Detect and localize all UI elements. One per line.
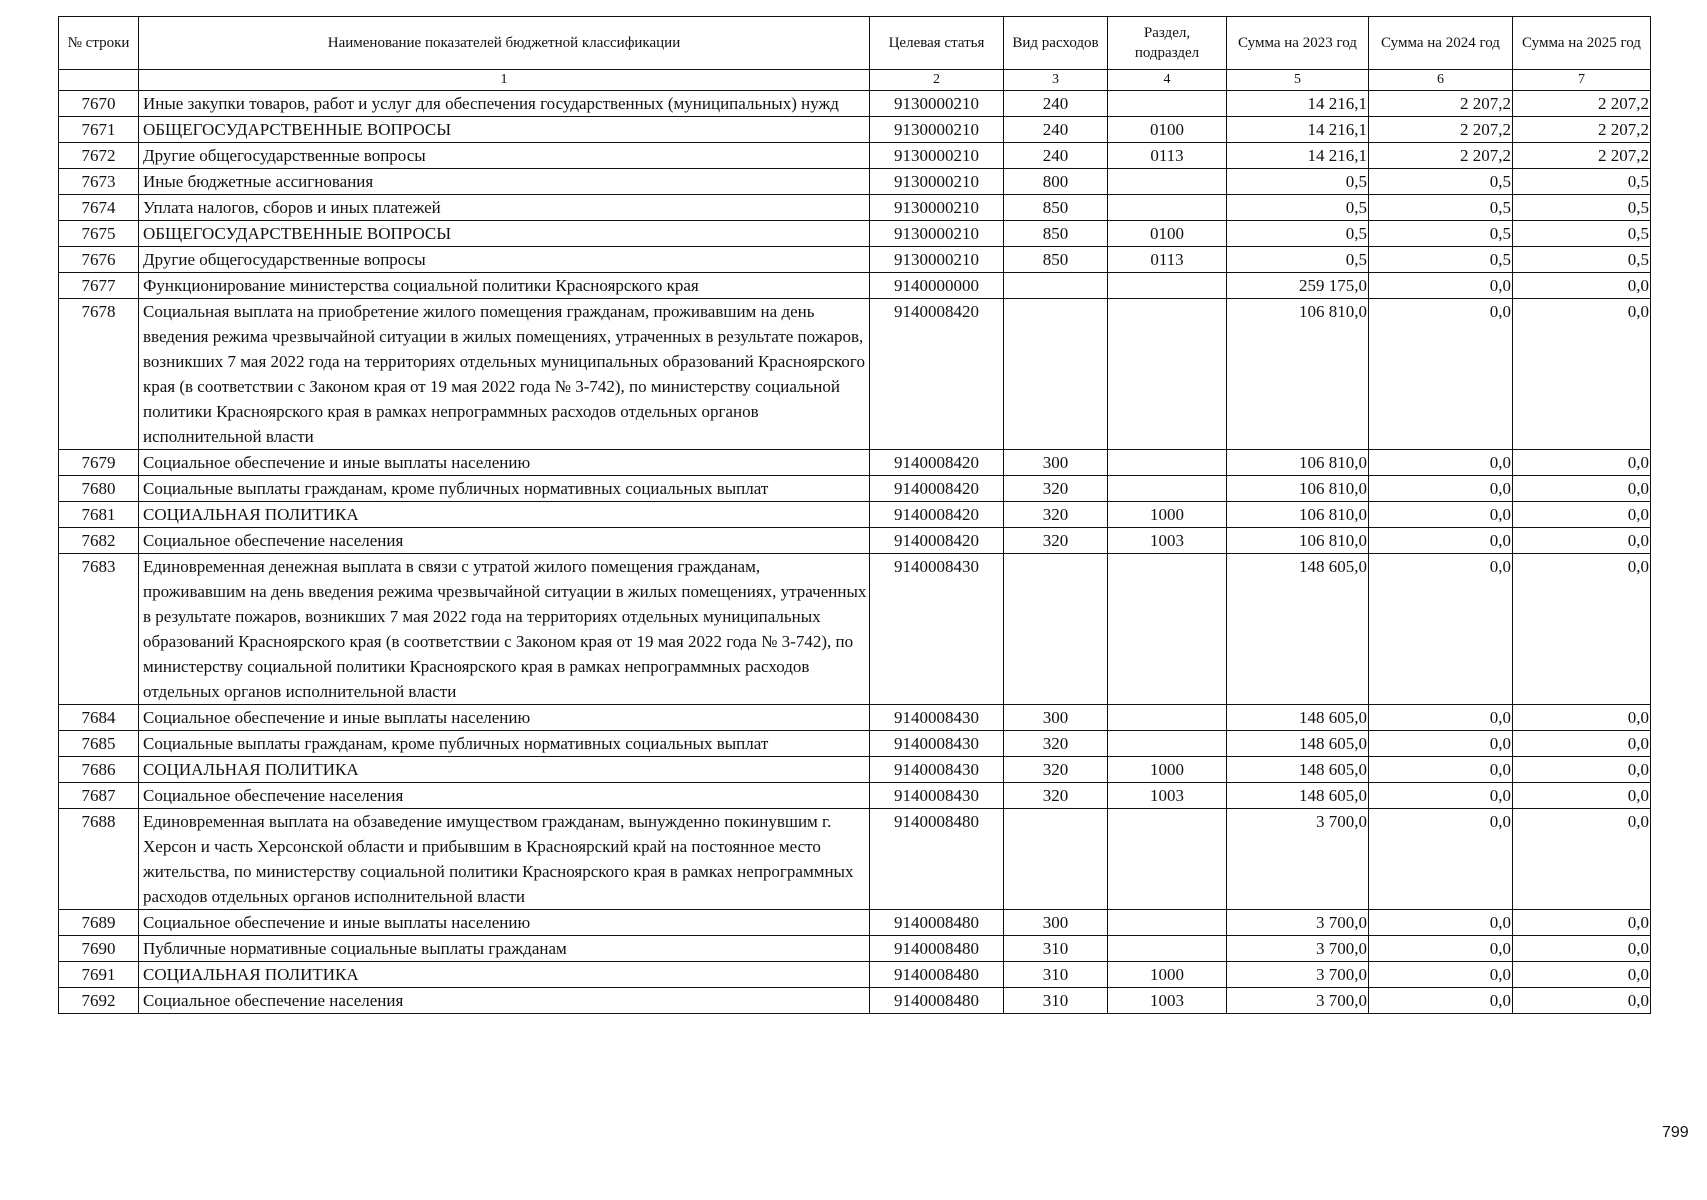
- row-target: 9140008420: [870, 528, 1004, 554]
- row-sum-2025: 0,5: [1513, 169, 1651, 195]
- row-sum-2024: 0,0: [1369, 731, 1513, 757]
- header-row-no: № строки: [59, 17, 139, 70]
- row-sum-2024: 0,0: [1369, 273, 1513, 299]
- row-name: Публичные нормативные социальные выплаты гражданам: [139, 936, 870, 962]
- row-expense-type: 310: [1004, 962, 1108, 988]
- column-number: 4: [1108, 70, 1227, 91]
- row-name: СОЦИАЛЬНАЯ ПОЛИТИКА: [139, 757, 870, 783]
- page-number: 799: [1662, 1124, 1689, 1141]
- row-number: 7670: [59, 91, 139, 117]
- row-sum-2025: 0,0: [1513, 962, 1651, 988]
- table-row: [59, 450, 1651, 476]
- table-row: [59, 731, 1651, 757]
- row-sum-2023: 0,5: [1227, 195, 1369, 221]
- header-name: Наименование показателей бюджетной классификации: [139, 17, 870, 70]
- row-expense-type: 310: [1004, 988, 1108, 1014]
- row-sum-2024: 0,0: [1369, 962, 1513, 988]
- row-name: Социальная выплата на приобретение жилого помещения гражданам, проживавшим на день введения режима чрезвычайной ситуации в жилых помещениях, утраченных в результате пожаров, возникших 7 мая 2022 года на территориях отдельных муниципальных образований Красноярского края (в соответствии с Законом края от 19 мая 2022 года № 3-742), по министерству социальной политики Красноярского края в рамках непрограммных расходов отдельных органов исполнительной власти: [139, 299, 870, 450]
- row-section: [1108, 554, 1227, 705]
- row-number: 7675: [59, 221, 139, 247]
- column-number-empty: [59, 70, 139, 91]
- row-name: Социальное обеспечение и иные выплаты населению: [139, 910, 870, 936]
- table-row: [59, 273, 1651, 299]
- table-row: [59, 962, 1651, 988]
- column-number: 5: [1227, 70, 1369, 91]
- row-section: [1108, 450, 1227, 476]
- row-section: 0100: [1108, 221, 1227, 247]
- row-sum-2025: 0,0: [1513, 936, 1651, 962]
- row-sum-2024: 0,0: [1369, 988, 1513, 1014]
- row-number: 7691: [59, 962, 139, 988]
- row-target: 9130000210: [870, 195, 1004, 221]
- row-target: 9140008430: [870, 783, 1004, 809]
- row-expense-type: [1004, 273, 1108, 299]
- row-sum-2023: 259 175,0: [1227, 273, 1369, 299]
- row-section: 0100: [1108, 117, 1227, 143]
- row-sum-2024: 0,5: [1369, 221, 1513, 247]
- row-sum-2024: 0,0: [1369, 476, 1513, 502]
- table-row: [59, 554, 1651, 705]
- header-sum-2023: Сумма на 2023 год: [1227, 17, 1369, 70]
- column-number: 2: [870, 70, 1004, 91]
- row-number: 7680: [59, 476, 139, 502]
- row-sum-2025: 0,5: [1513, 221, 1651, 247]
- row-sum-2025: 0,0: [1513, 554, 1651, 705]
- row-target: 9140008430: [870, 705, 1004, 731]
- row-sum-2025: 0,0: [1513, 757, 1651, 783]
- column-number: 6: [1369, 70, 1513, 91]
- column-number-row: [59, 70, 1651, 91]
- row-name: СОЦИАЛЬНАЯ ПОЛИТИКА: [139, 502, 870, 528]
- row-sum-2023: 3 700,0: [1227, 809, 1369, 910]
- row-expense-type: 240: [1004, 91, 1108, 117]
- table-row: [59, 910, 1651, 936]
- row-number: 7678: [59, 299, 139, 450]
- row-sum-2023: 3 700,0: [1227, 988, 1369, 1014]
- table-row: [59, 705, 1651, 731]
- row-target: 9130000210: [870, 169, 1004, 195]
- row-number: 7684: [59, 705, 139, 731]
- row-number: 7676: [59, 247, 139, 273]
- row-sum-2023: 0,5: [1227, 221, 1369, 247]
- row-sum-2023: 3 700,0: [1227, 910, 1369, 936]
- row-sum-2024: 0,0: [1369, 809, 1513, 910]
- row-sum-2023: 106 810,0: [1227, 502, 1369, 528]
- row-section: [1108, 910, 1227, 936]
- row-expense-type: 320: [1004, 476, 1108, 502]
- row-sum-2023: 0,5: [1227, 247, 1369, 273]
- row-sum-2023: 148 605,0: [1227, 783, 1369, 809]
- table-row: [59, 221, 1651, 247]
- table-row: [59, 936, 1651, 962]
- row-sum-2023: 106 810,0: [1227, 299, 1369, 450]
- row-sum-2023: 0,5: [1227, 169, 1369, 195]
- row-number: 7677: [59, 273, 139, 299]
- row-section: 0113: [1108, 247, 1227, 273]
- row-expense-type: 320: [1004, 757, 1108, 783]
- row-sum-2024: 0,0: [1369, 299, 1513, 450]
- row-sum-2024: 0,5: [1369, 169, 1513, 195]
- row-sum-2023: 3 700,0: [1227, 936, 1369, 962]
- budget-table-sheet: [58, 16, 1651, 1014]
- budget-table: [58, 16, 1651, 1014]
- row-sum-2023: 148 605,0: [1227, 554, 1369, 705]
- row-sum-2025: 0,0: [1513, 988, 1651, 1014]
- row-expense-type: 300: [1004, 450, 1108, 476]
- row-number: 7672: [59, 143, 139, 169]
- row-name: Социальное обеспечение населения: [139, 988, 870, 1014]
- row-section: [1108, 476, 1227, 502]
- row-section: [1108, 273, 1227, 299]
- row-sum-2025: 2 207,2: [1513, 91, 1651, 117]
- row-sum-2025: 0,0: [1513, 731, 1651, 757]
- row-expense-type: 320: [1004, 731, 1108, 757]
- row-sum-2024: 0,5: [1369, 195, 1513, 221]
- table-row: [59, 117, 1651, 143]
- row-sum-2024: 0,0: [1369, 910, 1513, 936]
- table-row: [59, 195, 1651, 221]
- row-name: СОЦИАЛЬНАЯ ПОЛИТИКА: [139, 962, 870, 988]
- row-expense-type: [1004, 809, 1108, 910]
- row-sum-2025: 0,0: [1513, 528, 1651, 554]
- row-name: Другие общегосударственные вопросы: [139, 143, 870, 169]
- row-sum-2024: 0,0: [1369, 502, 1513, 528]
- row-sum-2025: 0,5: [1513, 195, 1651, 221]
- row-name: Социальные выплаты гражданам, кроме публичных нормативных социальных выплат: [139, 476, 870, 502]
- table-body: [59, 91, 1651, 1014]
- header-row: [59, 17, 1651, 70]
- column-number: 1: [139, 70, 870, 91]
- row-expense-type: 800: [1004, 169, 1108, 195]
- row-sum-2024: 0,5: [1369, 247, 1513, 273]
- row-expense-type: 310: [1004, 936, 1108, 962]
- row-sum-2025: 0,0: [1513, 910, 1651, 936]
- row-section: [1108, 299, 1227, 450]
- row-number: 7673: [59, 169, 139, 195]
- row-number: 7688: [59, 809, 139, 910]
- row-sum-2024: 0,0: [1369, 936, 1513, 962]
- row-sum-2024: 2 207,2: [1369, 143, 1513, 169]
- row-name: Социальное обеспечение населения: [139, 528, 870, 554]
- row-target: 9140008480: [870, 936, 1004, 962]
- row-sum-2023: 14 216,1: [1227, 143, 1369, 169]
- row-section: 1003: [1108, 528, 1227, 554]
- row-target: 9140008420: [870, 450, 1004, 476]
- row-sum-2025: 0,0: [1513, 502, 1651, 528]
- row-expense-type: [1004, 299, 1108, 450]
- row-number: 7687: [59, 783, 139, 809]
- row-name: Социальное обеспечение населения: [139, 783, 870, 809]
- row-number: 7671: [59, 117, 139, 143]
- row-expense-type: 850: [1004, 247, 1108, 273]
- row-name: ОБЩЕГОСУДАРСТВЕННЫЕ ВОПРОСЫ: [139, 117, 870, 143]
- row-section: [1108, 195, 1227, 221]
- row-target: 9140008430: [870, 554, 1004, 705]
- row-sum-2023: 148 605,0: [1227, 757, 1369, 783]
- row-name: Иные закупки товаров, работ и услуг для обеспечения государственных (муниципальных) нужд: [139, 91, 870, 117]
- row-target: 9140008430: [870, 731, 1004, 757]
- row-section: [1108, 91, 1227, 117]
- row-name: ОБЩЕГОСУДАРСТВЕННЫЕ ВОПРОСЫ: [139, 221, 870, 247]
- row-sum-2025: 2 207,2: [1513, 117, 1651, 143]
- row-sum-2024: 2 207,2: [1369, 117, 1513, 143]
- row-sum-2025: 0,0: [1513, 299, 1651, 450]
- table-row: [59, 988, 1651, 1014]
- row-section: 1003: [1108, 783, 1227, 809]
- row-sum-2025: 0,0: [1513, 450, 1651, 476]
- table-row: [59, 809, 1651, 910]
- row-section: [1108, 936, 1227, 962]
- table-row: [59, 91, 1651, 117]
- row-sum-2023: 14 216,1: [1227, 91, 1369, 117]
- header-sum-2025: Сумма на 2025 год: [1513, 17, 1651, 70]
- row-expense-type: 300: [1004, 910, 1108, 936]
- table-row: [59, 502, 1651, 528]
- row-target: 9140008420: [870, 502, 1004, 528]
- row-section: [1108, 809, 1227, 910]
- row-sum-2025: 0,0: [1513, 273, 1651, 299]
- row-section: 1000: [1108, 502, 1227, 528]
- row-sum-2023: 106 810,0: [1227, 450, 1369, 476]
- row-name: Единовременная денежная выплата в связи с утратой жилого помещения гражданам, проживавшим на день введения режима чрезвычайной ситуации в жилых помещениях, утраченных в результате пожаров, возникших 7 мая 2022 года на территориях отдельных муниципальных образований Красноярского края (в соответствии с Законом края от 19 мая 2022 года № 3-742), по министерству социальной политики Красноярского края в рамках непрограммных расходов отдельных органов исполнительной власти: [139, 554, 870, 705]
- row-name: Социальное обеспечение и иные выплаты населению: [139, 705, 870, 731]
- row-sum-2024: 0,0: [1369, 705, 1513, 731]
- row-sum-2023: 106 810,0: [1227, 528, 1369, 554]
- row-name: Социальное обеспечение и иные выплаты населению: [139, 450, 870, 476]
- row-number: 7690: [59, 936, 139, 962]
- row-sum-2024: 2 207,2: [1369, 91, 1513, 117]
- row-name: Социальные выплаты гражданам, кроме публичных нормативных социальных выплат: [139, 731, 870, 757]
- row-number: 7674: [59, 195, 139, 221]
- row-sum-2024: 0,0: [1369, 783, 1513, 809]
- column-number: 3: [1004, 70, 1108, 91]
- row-section: 1000: [1108, 962, 1227, 988]
- row-number: 7689: [59, 910, 139, 936]
- row-sum-2025: 2 207,2: [1513, 143, 1651, 169]
- row-sum-2024: 0,0: [1369, 554, 1513, 705]
- table-row: [59, 247, 1651, 273]
- row-sum-2024: 0,0: [1369, 757, 1513, 783]
- row-target: 9140008480: [870, 962, 1004, 988]
- row-target: 9130000210: [870, 117, 1004, 143]
- row-sum-2023: 14 216,1: [1227, 117, 1369, 143]
- row-section: [1108, 705, 1227, 731]
- row-sum-2024: 0,0: [1369, 450, 1513, 476]
- table-row: [59, 299, 1651, 450]
- row-expense-type: 240: [1004, 117, 1108, 143]
- header-expense-type: Вид расходов: [1004, 17, 1108, 70]
- row-sum-2025: 0,5: [1513, 247, 1651, 273]
- row-name: Единовременная выплата на обзаведение имуществом гражданам, вынужденно покинувшим г. Херсон и часть Херсонской области и прибывшим в Красноярский край на постоянное место жительства, по министерству социальной политики Красноярского края в рамках непрограммных расходов отдельных органов исполнительной власти: [139, 809, 870, 910]
- row-sum-2023: 148 605,0: [1227, 705, 1369, 731]
- table-row: [59, 528, 1651, 554]
- row-target: 9130000210: [870, 91, 1004, 117]
- row-expense-type: 320: [1004, 528, 1108, 554]
- row-expense-type: 850: [1004, 221, 1108, 247]
- row-target: 9140008480: [870, 988, 1004, 1014]
- row-expense-type: 850: [1004, 195, 1108, 221]
- row-target: 9140000000: [870, 273, 1004, 299]
- table-row: [59, 169, 1651, 195]
- row-section: [1108, 169, 1227, 195]
- row-number: 7681: [59, 502, 139, 528]
- row-expense-type: 240: [1004, 143, 1108, 169]
- row-sum-2023: 106 810,0: [1227, 476, 1369, 502]
- row-name: Функционирование министерства социальной политики Красноярского края: [139, 273, 870, 299]
- row-target: 9140008420: [870, 299, 1004, 450]
- table-row: [59, 476, 1651, 502]
- row-section: 0113: [1108, 143, 1227, 169]
- row-section: [1108, 731, 1227, 757]
- table-row: [59, 143, 1651, 169]
- row-target: 9140008420: [870, 476, 1004, 502]
- row-section: 1003: [1108, 988, 1227, 1014]
- row-expense-type: 300: [1004, 705, 1108, 731]
- row-target: 9140008480: [870, 809, 1004, 910]
- row-sum-2023: 148 605,0: [1227, 731, 1369, 757]
- row-sum-2025: 0,0: [1513, 476, 1651, 502]
- row-target: 9130000210: [870, 143, 1004, 169]
- row-expense-type: 320: [1004, 502, 1108, 528]
- row-sum-2025: 0,0: [1513, 705, 1651, 731]
- row-sum-2025: 0,0: [1513, 809, 1651, 910]
- row-name: Уплата налогов, сборов и иных платежей: [139, 195, 870, 221]
- row-number: 7679: [59, 450, 139, 476]
- row-number: 7683: [59, 554, 139, 705]
- header-target: Целевая статья: [870, 17, 1004, 70]
- row-target: 9140008430: [870, 757, 1004, 783]
- row-number: 7682: [59, 528, 139, 554]
- row-section: 1000: [1108, 757, 1227, 783]
- table-row: [59, 757, 1651, 783]
- row-expense-type: 320: [1004, 783, 1108, 809]
- row-number: 7686: [59, 757, 139, 783]
- row-target: 9130000210: [870, 247, 1004, 273]
- row-sum-2025: 0,0: [1513, 783, 1651, 809]
- row-name: Другие общегосударственные вопросы: [139, 247, 870, 273]
- row-sum-2024: 0,0: [1369, 528, 1513, 554]
- header-sum-2024: Сумма на 2024 год: [1369, 17, 1513, 70]
- row-name: Иные бюджетные ассигнования: [139, 169, 870, 195]
- row-target: 9130000210: [870, 221, 1004, 247]
- column-number: 7: [1513, 70, 1651, 91]
- row-expense-type: [1004, 554, 1108, 705]
- row-number: 7692: [59, 988, 139, 1014]
- row-target: 9140008480: [870, 910, 1004, 936]
- row-number: 7685: [59, 731, 139, 757]
- row-sum-2023: 3 700,0: [1227, 962, 1369, 988]
- header-section: Раздел, подраздел: [1108, 17, 1227, 70]
- table-row: [59, 783, 1651, 809]
